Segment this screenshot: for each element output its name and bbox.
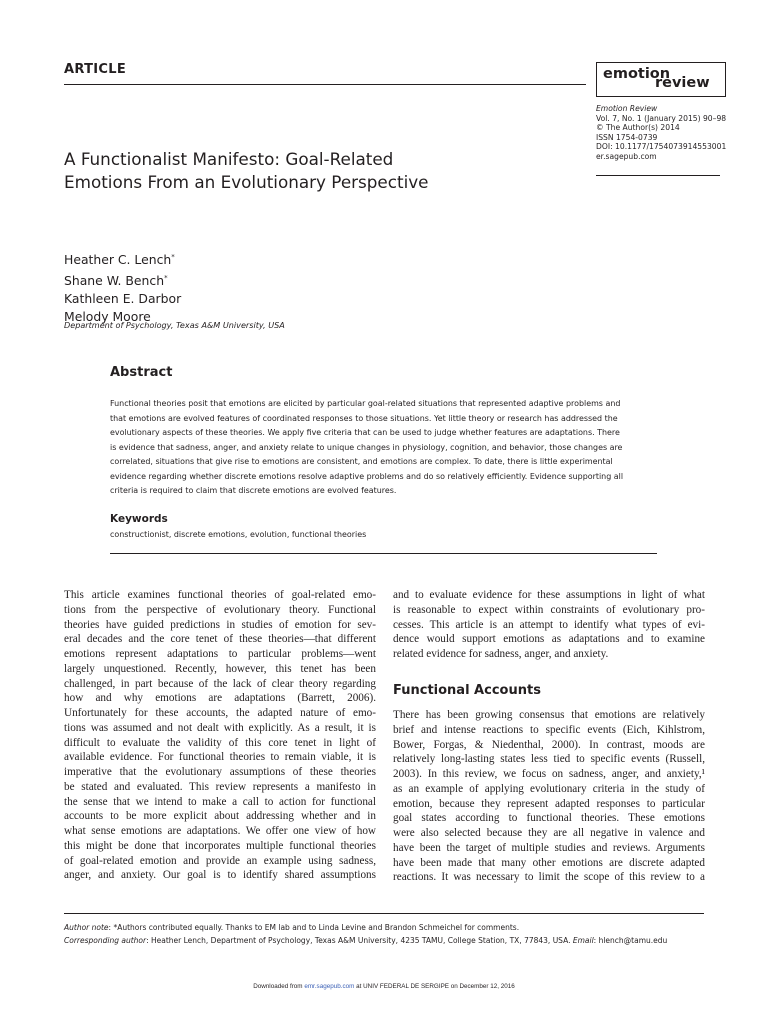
author-note	[64, 921, 667, 934]
download-prefix: Downloaded from	[253, 983, 305, 990]
corresponding-author	[64, 934, 667, 947]
corresponding-text: : Heather Lench, Department of Psychology, Texas A&M University, 4235 TAMU, College Station, TX, 77843, USA.	[146, 936, 573, 945]
download-source-link[interactable]: emr.sagepub.com	[304, 983, 355, 990]
affiliation: Department of Psychology, Texas A&M University, USA	[64, 320, 285, 330]
body-line: Bower, Forgas, & Niedenthal, 2000). In contrast, moods are	[393, 738, 705, 751]
body-line: goal states according to functional theories. These emotions	[393, 812, 705, 825]
body-line: emotion, because they represent adapted responses to particular	[393, 797, 705, 810]
author-name: Melody Moore	[64, 309, 151, 325]
download-suffix: at UNIV FEDERAL DE SERGIPE on December 12, 2016	[354, 983, 515, 990]
logo-word-review: review	[655, 75, 710, 91]
article-type-label: ARTICLE	[64, 62, 126, 77]
body-line: difficult to evaluate the validity of this core tenet in light of	[64, 736, 376, 749]
keywords-list: constructionist, discrete emotions, evolution, functional theories	[110, 530, 367, 539]
body-line: accounts to be more explicit about addressing whether and in	[64, 810, 376, 823]
equal-contribution-mark: *	[164, 274, 168, 283]
body-line: relatively long-lasting states less tied to specific events (Russell,	[393, 753, 705, 766]
body-line: anger, and anxiety. Our goal is to identify shared assumptions	[64, 869, 376, 882]
journal-volume: Vol. 7, No. 1 (January 2015) 90–98	[596, 113, 727, 123]
body-line: brief and intense reactions to specific events (Eich, Kihlstrom,	[393, 723, 705, 736]
abstract-line: criteria is required to claim that discrete emotions are evolved features.	[110, 486, 397, 495]
email-address[interactable]: : hlench@tamu.edu	[593, 936, 668, 945]
abstract-rule	[110, 553, 657, 554]
body-line: were also selected because they are all negative in valence and	[393, 827, 705, 839]
footnotes	[64, 921, 667, 947]
body-line: as an example of applying evolutionary criteria in the study of	[393, 782, 705, 795]
journal-url[interactable]: er.sagepub.com	[596, 151, 657, 161]
body-line: emotions represent adaptations to particular problems—went	[64, 648, 376, 660]
body-line: cesses. This article is an attempt to identify what types of evi-	[393, 618, 705, 631]
author	[64, 269, 181, 290]
body-line: imperative that the evolutionary assumptions of these theories	[64, 766, 376, 778]
body-line: eral decades and the core tenet of these theories—that different	[64, 633, 376, 646]
author-name: Shane W. Bench	[64, 273, 165, 289]
body-right-column-bottom	[393, 708, 705, 885]
body-line: available evidence. For functional theories to remain viable, it is	[64, 751, 376, 764]
body-line: tions was assumed and not dealt with explicitly. As a result, it is	[64, 721, 376, 734]
corresponding-label: Corresponding author	[64, 936, 147, 945]
journal-logo	[596, 62, 726, 97]
author-name: Heather C. Lench	[64, 252, 172, 268]
body-line: have been made that many other emotions are discrete adapted	[393, 856, 705, 869]
abstract-line: Functional theories posit that emotions are elicited by particular goal-related situations that represented adaptive problems and	[110, 399, 621, 408]
body-line: this might be done that incorporates multiple functional theories	[64, 839, 376, 852]
abstract-line: evolutionary aspects of these theories. We apply five criteria that can be used to judge whether features are adaptations. There	[110, 428, 620, 437]
body-line: challenged, in part because of the lack of clear theory regarding	[64, 677, 376, 690]
author-note-text: : *Authors contributed equally. Thanks to EM lab and to Linda Levine and Brandon Schmeichel for comments.	[108, 923, 520, 932]
body-line: is reasonable to expect within constraints of evolutionary pro-	[393, 603, 705, 616]
body-line: how and why emotions are adaptations (Barrett, 2006).	[64, 692, 376, 705]
header-rule	[64, 84, 586, 85]
abstract-line: that emotions are evolved features of coordinated responses to those situations. Yet little theory or research has addressed the	[110, 413, 618, 423]
body-line: Unfortunately for these accounts, the adapted nature of emo-	[64, 707, 376, 719]
body-line: reactions. It was necessary to limit the scope of this review to a	[393, 871, 705, 884]
author-name: Kathleen E. Darbor	[64, 291, 182, 307]
footnote-rule	[64, 913, 704, 914]
body-line: 2003). In this review, we focus on sadness, anger, and anxiety,¹	[393, 768, 705, 780]
info-rule	[596, 175, 720, 176]
journal-info	[596, 104, 756, 161]
author-list	[64, 248, 181, 326]
body-line: largely unquestioned. Recently, however, this tenet has been	[64, 662, 376, 675]
abstract-line: correlated, situations that give rise to emotions are consistent, and emotions are complex. To date, there is little experimental	[110, 457, 613, 466]
body-line: of goal-related emotion and provide an example using sadness,	[64, 854, 376, 867]
body-left-column	[64, 588, 376, 883]
abstract-line: is evidence that sadness, anger, and anxiety relate to unique changes in physiology, cognition, and behavior, those changes are	[110, 442, 623, 452]
keywords-heading: Keywords	[110, 513, 168, 525]
article-title	[64, 148, 514, 194]
body-right-column-top	[393, 588, 705, 662]
abstract-line: evidence regarding whether discrete emotions resolve adaptive problems and do so relatively efficiently. Evidence supporting all	[110, 471, 624, 481]
title-line: Emotions From an Evolutionary Perspective	[64, 172, 429, 192]
author	[64, 290, 181, 308]
logo-word-emotion: emotion	[603, 66, 671, 82]
body-line: the sense that we intend to make a call to action for functional	[64, 795, 376, 808]
title-line: A Functionalist Manifesto: Goal-Related	[64, 149, 394, 169]
body-line: what sense emotions are adaptations. We offer one view of how	[64, 825, 376, 837]
body-line: be stated and evaluated. This review represents a manifesto in	[64, 780, 376, 793]
author-note-label: Author note	[64, 923, 109, 932]
body-line: related evidence for sadness, anger, and anxiety.	[393, 648, 609, 660]
body-line: theories have guided predictions in studies of emotion for sev-	[64, 618, 376, 631]
body-line: have been the target of multiple studies and reviews. Arguments	[393, 841, 705, 854]
copyright: © The Author(s) 2014	[596, 123, 680, 132]
body-line: This article examines functional theories of goal-related emo-	[64, 589, 376, 601]
issn: ISSN 1754-0739	[596, 132, 658, 142]
body-line: tions from the perspective of evolutionary theory. Functional	[64, 603, 376, 616]
author	[64, 248, 181, 269]
journal-name: Emotion Review	[596, 104, 658, 113]
doi[interactable]: DOI: 10.1177/1754073914553001	[596, 142, 727, 151]
abstract-body	[110, 397, 658, 499]
body-line: There has been growing consensus that emotions are relatively	[393, 709, 705, 721]
section-heading: Functional Accounts	[393, 683, 541, 698]
abstract-heading: Abstract	[110, 365, 173, 380]
download-notice	[0, 983, 768, 990]
body-line: and to evaluate evidence for these assumptions in light of what	[393, 589, 705, 601]
equal-contribution-mark: *	[171, 253, 175, 261]
body-line: dence would support emotions as adaptations and to examine	[393, 633, 705, 646]
email-label: Email	[572, 936, 594, 945]
